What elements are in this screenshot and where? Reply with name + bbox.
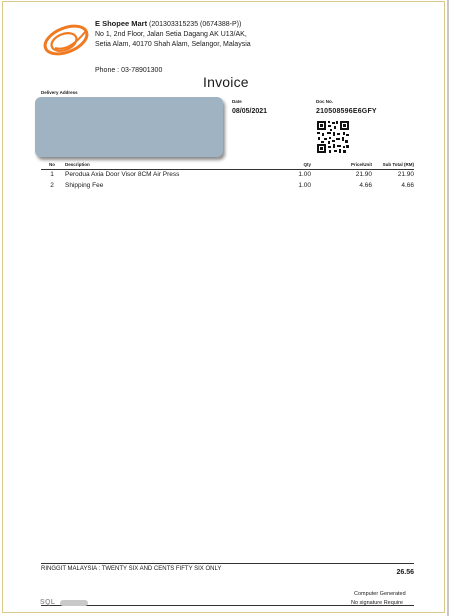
- header-qty: Qty: [303, 162, 311, 167]
- row-description: Shipping Fee: [65, 182, 104, 189]
- delivery-address-label: Delivery Address: [41, 90, 78, 95]
- company-address-2: Setia Alam, 40170 Shah Alam, Selangor, Malaysia: [95, 41, 251, 48]
- sql-logo: SQL: [40, 599, 56, 606]
- bottom-divider: [41, 605, 414, 606]
- row-subtotal: 21.90: [397, 171, 414, 178]
- company-address-1: No 1, 2nd Floor, Jalan Setia Dagang AK U13/AK,: [95, 31, 247, 38]
- table-row: [41, 171, 414, 181]
- header-description: Description: [65, 162, 90, 167]
- date-label: Date: [232, 99, 242, 104]
- redacted-address-box: [35, 97, 223, 157]
- company-line-1: [95, 19, 251, 30]
- row-description: Perodua Axia Door Visor 8CM Air Press: [65, 171, 180, 178]
- orbit-logo-icon: [41, 22, 91, 63]
- header-no: No: [49, 162, 55, 167]
- row-subtotal: 4.66: [401, 182, 414, 189]
- computer-generated-note: Computer Generated: [354, 591, 406, 597]
- footer-divider: [41, 563, 414, 564]
- row-no: 2: [50, 182, 54, 189]
- invoice-date: 08/05/2021: [232, 108, 268, 115]
- items-table-header: [41, 162, 414, 170]
- company-name: E Shopee Mart: [95, 19, 148, 28]
- amount-in-words: RINGGIT MALAYSIA : TWENTY SIX AND CENTS FIFTY SIX ONLY: [41, 566, 222, 572]
- qr-code-icon: [316, 120, 350, 159]
- header-price-unit: Price/Unit: [350, 162, 372, 167]
- header-subtotal: Sub Total (RM): [382, 162, 414, 167]
- doc-number: 210508596E6GFY: [316, 108, 377, 115]
- no-signature-note: No signature Require: [351, 600, 403, 606]
- doc-no-label: Doc No.: [316, 99, 334, 104]
- invoice-title: Invoice: [203, 74, 249, 90]
- company-info: [95, 19, 251, 50]
- company-reg-no: (201303315235 (0674388-P)): [149, 21, 242, 28]
- row-qty: 1.00: [298, 182, 311, 189]
- table-row: [41, 182, 414, 192]
- sql-logo-badge-icon: [60, 600, 88, 606]
- grand-total: 26.56: [396, 569, 414, 576]
- company-phone: Phone : 03-78901300: [95, 67, 163, 74]
- row-no: 1: [50, 171, 54, 178]
- row-price: 21.90: [355, 171, 372, 178]
- row-qty: 1.00: [298, 171, 311, 178]
- row-price: 4.66: [359, 182, 372, 189]
